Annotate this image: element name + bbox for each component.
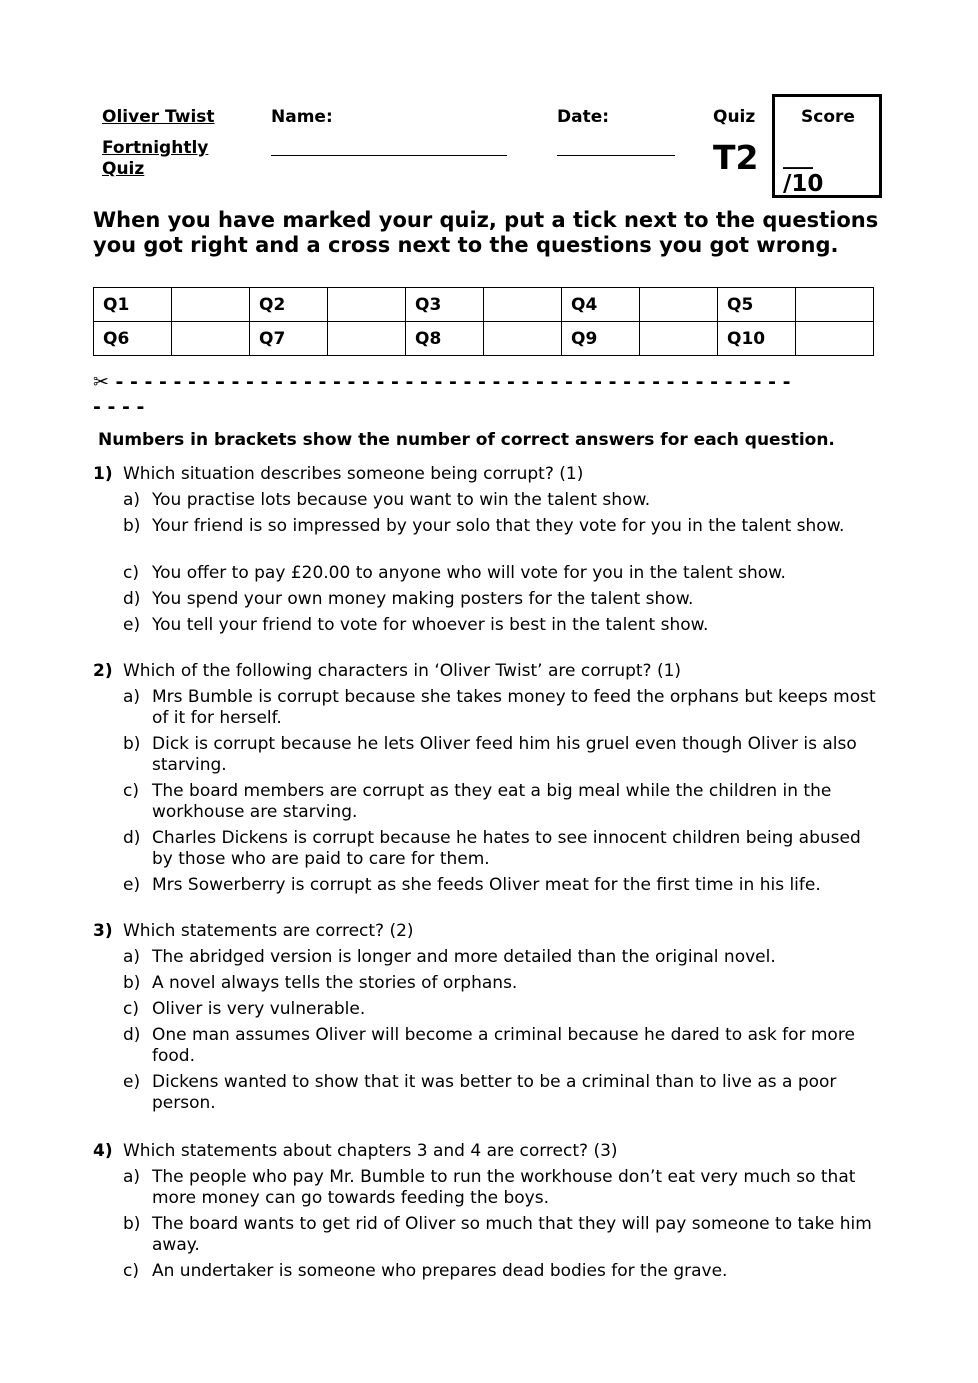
option-letter: c) [123, 1261, 139, 1281]
answer-option[interactable] [123, 1214, 883, 1256]
option-text: Dickens wanted to show that it was better to be a criminal than to live as a poor person. [152, 1072, 837, 1113]
answer-option[interactable] [123, 563, 883, 584]
option-letter: e) [123, 875, 141, 895]
option-letter: d) [123, 828, 141, 848]
score-label: Score [801, 107, 855, 127]
option-text: One man assumes Oliver will become a criminal because he dared to ask for more food. [152, 1025, 855, 1066]
option-letter: b) [123, 973, 141, 993]
score-blank[interactable]: ___ [783, 145, 813, 169]
book-title: Oliver Twist [102, 107, 215, 127]
answer-option[interactable] [123, 973, 883, 994]
question-cell: Q2 [250, 288, 328, 322]
question-number: 1) [93, 464, 113, 484]
name-label: Name: [271, 107, 333, 127]
option-text: Mrs Sowerberry is corrupt as she feeds Oliver meat for the first time in his life. [152, 875, 821, 895]
answer-option[interactable] [123, 1025, 883, 1067]
cut-line [93, 371, 893, 393]
option-letter: c) [123, 563, 139, 583]
mark-cell[interactable] [328, 288, 406, 322]
tick-table-row [94, 288, 874, 322]
question-cell: Q5 [718, 288, 796, 322]
option-letter: d) [123, 1025, 141, 1045]
answer-option[interactable] [123, 615, 883, 636]
option-text: Charles Dickens is corrupt because he hates to see innocent children being abused by those who are paid to care for them. [152, 828, 861, 869]
answer-option[interactable] [123, 1072, 883, 1114]
mark-cell[interactable] [796, 322, 874, 356]
question-cell: Q7 [250, 322, 328, 356]
mark-cell[interactable] [640, 322, 718, 356]
question-cell: Q10 [718, 322, 796, 356]
name-field[interactable] [271, 155, 507, 156]
mark-cell[interactable] [172, 288, 250, 322]
question-cell: Q8 [406, 322, 484, 356]
answer-option[interactable] [123, 516, 883, 537]
option-text: You tell your friend to vote for whoever is best in the talent show. [152, 615, 709, 635]
option-letter: e) [123, 615, 141, 635]
question-text: Which statements about chapters 3 and 4 are correct? (3) [123, 1141, 618, 1161]
cut-dashes-continued: - - - - [93, 396, 145, 418]
option-letter: e) [123, 1072, 141, 1092]
answer-option[interactable] [123, 828, 883, 870]
cut-dashes: - - - - - - - - - - - - - - - - - - - - - - - - - - - - - - - - - - - - - - - - - - - - - - - [115, 371, 791, 393]
option-letter: b) [123, 734, 141, 754]
option-text: You offer to pay £20.00 to anyone who will vote for you in the talent show. [152, 563, 786, 583]
mark-cell[interactable] [796, 288, 874, 322]
option-letter: a) [123, 1167, 141, 1187]
quiz-type: Fortnightly Quiz [102, 138, 209, 179]
question-number: 2) [93, 661, 113, 681]
option-text: The board wants to get rid of Oliver so much that they will pay someone to take him away. [152, 1214, 872, 1255]
date-label: Date: [557, 107, 610, 127]
answer-option[interactable] [123, 490, 883, 511]
answer-option[interactable] [123, 1167, 883, 1209]
question-text: Which of the following characters in ‘Oliver Twist’ are corrupt? (1) [123, 661, 682, 681]
option-text: A novel always tells the stories of orphans. [152, 973, 518, 993]
quiz-id: T2 [713, 138, 759, 177]
option-letter: b) [123, 1214, 141, 1234]
mark-cell[interactable] [172, 322, 250, 356]
option-text: Your friend is so impressed by your solo that they vote for you in the talent show. [152, 516, 845, 536]
question-text: Which statements are correct? (2) [123, 921, 414, 941]
answer-option[interactable] [123, 589, 883, 610]
question-cell: Q3 [406, 288, 484, 322]
option-text: An undertaker is someone who prepares dead bodies for the grave. [152, 1261, 728, 1281]
option-letter: c) [123, 781, 139, 801]
option-letter: a) [123, 490, 141, 510]
question-text: Which situation describes someone being corrupt? (1) [123, 464, 584, 484]
option-letter: c) [123, 999, 139, 1019]
answer-option[interactable] [123, 999, 883, 1020]
date-field[interactable] [557, 155, 675, 156]
answer-option[interactable] [123, 687, 883, 729]
option-text: Dick is corrupt because he lets Oliver feed him his gruel even though Oliver is also starving. [152, 734, 857, 775]
answer-option[interactable] [123, 734, 883, 776]
marking-instruction: When you have marked your quiz, put a tick next to the questions you got right and a cross next to the questions you got wrong. [93, 208, 879, 257]
option-text: The people who pay Mr. Bumble to run the workhouse don’t eat very much so that more money can go towards feeding the boys. [152, 1167, 856, 1208]
option-letter: a) [123, 687, 141, 707]
answer-option[interactable] [123, 1261, 883, 1282]
question-cell: Q1 [94, 288, 172, 322]
question-cell: Q9 [562, 322, 640, 356]
mark-cell[interactable] [328, 322, 406, 356]
option-text: The board members are corrupt as they eat a big meal while the children in the workhouse are starving. [152, 781, 832, 822]
mark-cell[interactable] [640, 288, 718, 322]
mark-cell[interactable] [484, 288, 562, 322]
option-text: The abridged version is longer and more detailed than the original novel. [152, 947, 776, 967]
tick-table [93, 287, 874, 356]
answer-option[interactable] [123, 781, 883, 823]
question-number: 4) [93, 1141, 113, 1161]
score-total: /10 [783, 171, 824, 197]
quiz-label: Quiz [713, 107, 756, 127]
option-letter: d) [123, 589, 141, 609]
answer-option[interactable] [123, 875, 883, 896]
answer-option[interactable] [123, 947, 883, 968]
brackets-note: Numbers in brackets show the number of correct answers for each question. [98, 430, 835, 450]
question-number: 3) [93, 921, 113, 941]
score-box [772, 94, 882, 198]
option-text: You spend your own money making posters for the talent show. [152, 589, 694, 609]
question-cell: Q4 [562, 288, 640, 322]
tick-table-row [94, 322, 874, 356]
scissors-icon: ✂ [93, 371, 109, 393]
option-text: You practise lots because you want to win the talent show. [152, 490, 651, 510]
option-letter: a) [123, 947, 141, 967]
option-letter: b) [123, 516, 141, 536]
question-cell: Q6 [94, 322, 172, 356]
option-text: Oliver is very vulnerable. [152, 999, 366, 1019]
mark-cell[interactable] [484, 322, 562, 356]
option-text: Mrs Bumble is corrupt because she takes money to feed the orphans but keeps most of it for herself. [152, 687, 876, 728]
